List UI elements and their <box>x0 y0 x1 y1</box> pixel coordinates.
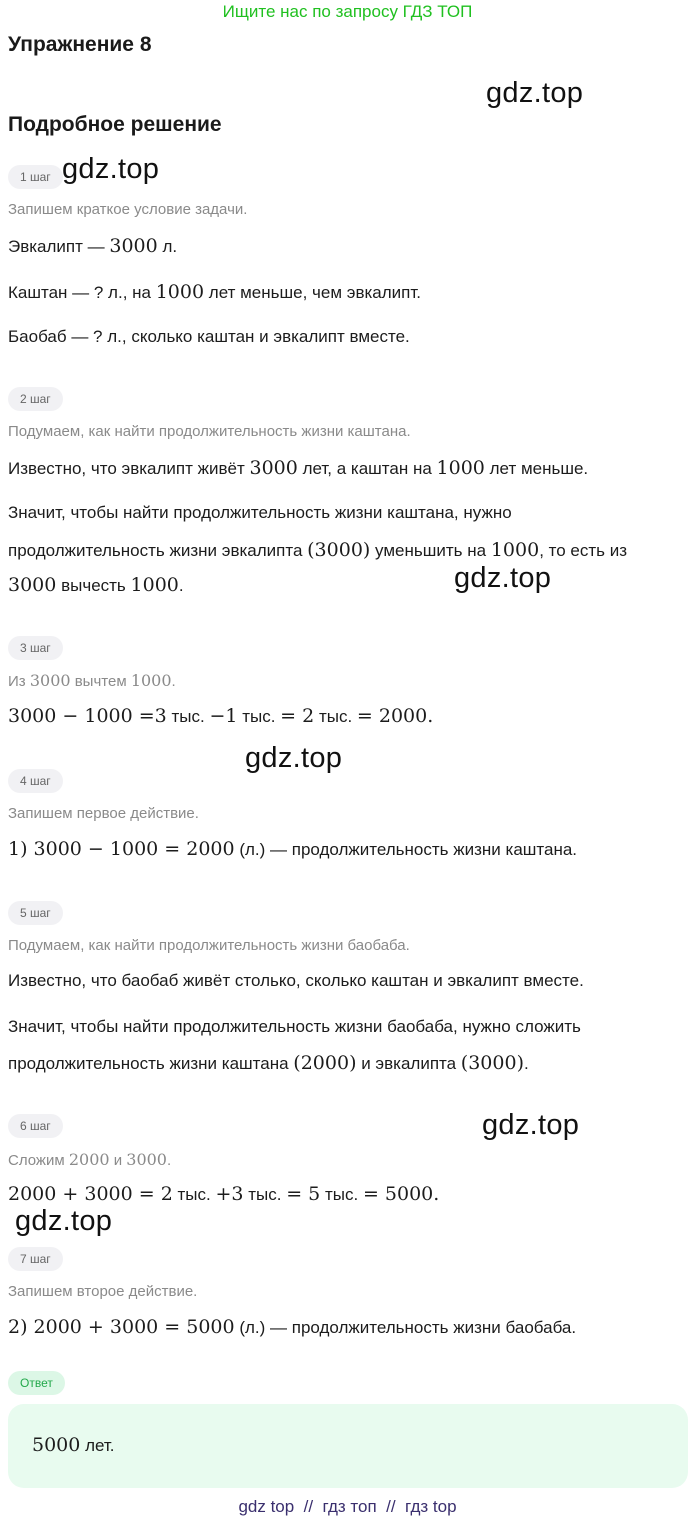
step-hint: Сложим 2000 и 3000. <box>8 1150 172 1169</box>
step-hint: Подумаем, как найти продолжительность жизни каштана. <box>8 423 411 440</box>
watermark: gdz.top <box>15 1205 113 1237</box>
condition-line: Эвкалипт — 3000 л. <box>8 235 178 257</box>
explanation-line: Значит, чтобы найти продолжительность жизни баобаба, нужно сложить <box>8 1017 581 1036</box>
step-hint: Запишем краткое условие задачи. <box>8 201 248 218</box>
step-hint: Запишем первое действие. <box>8 805 199 822</box>
watermark: gdz.top <box>454 562 552 594</box>
step-hint: Запишем второе действие. <box>8 1283 198 1300</box>
step-badge: 7 шаг <box>8 1247 63 1271</box>
step-badge: 2 шаг <box>8 387 63 411</box>
action-line: 2) 2000 + 3000 = 5000 (л.) — продолжительность жизни баобаба. <box>8 1316 577 1338</box>
answer-badge: Ответ <box>8 1371 65 1395</box>
step-badge: 6 шаг <box>8 1114 63 1138</box>
explanation-line: Известно, что баобаб живёт столько, сколько каштан и эвкалипт вместе. <box>8 971 584 990</box>
page-title: Упражнение 8 <box>8 33 152 56</box>
watermark: gdz.top <box>486 77 584 109</box>
answer-text: 5000 лет. <box>32 1434 115 1456</box>
explanation-line: 3000 вычесть 1000. <box>8 574 184 596</box>
step-hint: Из 3000 вычтем 1000. <box>8 671 176 690</box>
section-title: Подробное решение <box>8 113 222 136</box>
explanation-line: Известно, что эвкалипт живёт 3000 лет, а каштан на 1000 лет меньше. <box>8 457 589 479</box>
watermark: gdz.top <box>482 1109 580 1141</box>
condition-line: Каштан — ? л., на 1000 лет меньше, чем эвкалипт. <box>8 281 421 303</box>
calculation-line: 3000 − 1000 =3 тыс. −1 тыс. = 2 тыс. = 2000. <box>8 705 434 727</box>
watermark: gdz.top <box>62 153 160 185</box>
explanation-line: продолжительность жизни эвкалипта (3000) уменьшить на 1000, то есть из <box>8 539 628 561</box>
explanation-line: Значит, чтобы найти продолжительность жизни каштана, нужно <box>8 503 512 522</box>
footer-links[interactable]: gdz top // гдз топ // гдз top <box>238 1497 457 1516</box>
step-badge: 5 шаг <box>8 901 63 925</box>
explanation-line: продолжительность жизни каштана (2000) и эвкалипта (3000). <box>8 1052 529 1074</box>
condition-line: Баобаб — ? л., сколько каштан и эвкалипт вместе. <box>8 327 410 346</box>
watermark: gdz.top <box>245 742 343 774</box>
step-hint: Подумаем, как найти продолжительность жизни баобаба. <box>8 937 410 954</box>
step-badge: 1 шаг <box>8 165 63 189</box>
step-badge: 4 шаг <box>8 769 63 793</box>
search-banner[interactable]: Ищите нас по запросу ГДЗ ТОП <box>222 2 473 21</box>
step-badge: 3 шаг <box>8 636 63 660</box>
calculation-line: 2000 + 3000 = 2 тыс. +3 тыс. = 5 тыс. = 5000. <box>8 1183 440 1205</box>
action-line: 1) 3000 − 1000 = 2000 (л.) — продолжительность жизни каштана. <box>8 838 578 860</box>
